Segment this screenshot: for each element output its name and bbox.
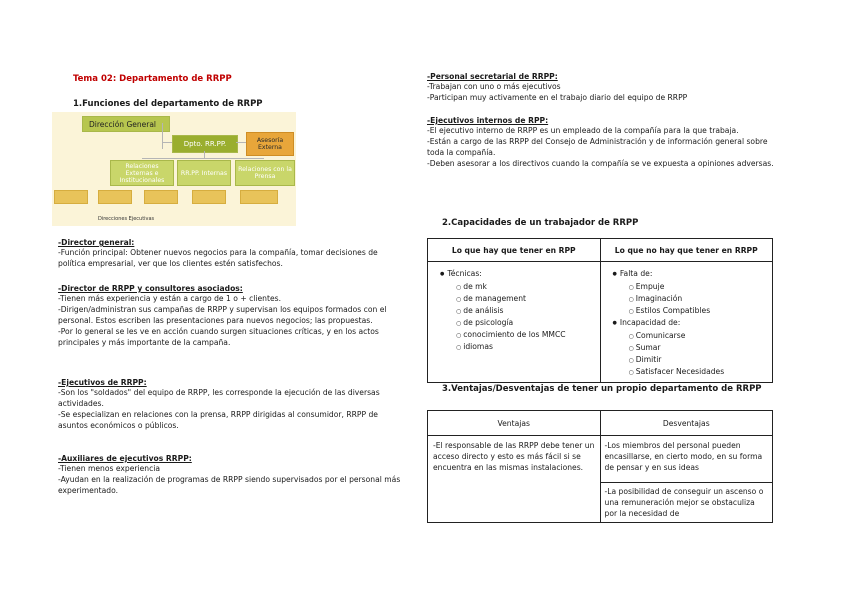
org-relaciones-prensa: Relaciones con la Prensa: [235, 160, 295, 186]
section-line: -Ayudan en la realización de programas de RRPP siendo supervisados por el personal más experimentado.: [58, 475, 401, 495]
section-line: -Tienen menos experiencia: [58, 464, 161, 473]
capacidades-table: [427, 238, 773, 383]
org-direccion-general: Dirección General: [82, 116, 170, 132]
section2-title: 2.Capacidades de un trabajador de RRPP: [442, 218, 639, 228]
section-line: -Por lo general se les ve en acción cuando surgen situaciones críticas, y en los actos principales y más importante de la campaña.: [58, 327, 379, 347]
org-relaciones-externas: Relaciones Externas e Institucionales: [110, 160, 174, 186]
list-item: ○ Dimitir: [613, 354, 769, 366]
section-line: -El ejecutivo interno de RRPP es un empleado de la compañía para la que trabaja.: [427, 126, 739, 135]
section-heading: -Personal secretarial de RRPP:: [427, 72, 558, 81]
director-general-section: [58, 238, 403, 269]
list-item: ○ Empuje: [613, 281, 769, 293]
list-item: ○ Sumar: [613, 342, 769, 354]
list-item: ○ Satisfacer Necesidades: [613, 366, 769, 378]
section-line: -Están a cargo de las RRPP del Consejo de Administración y de información general sobre toda la compañía.: [427, 137, 768, 157]
section-line: -Dirigen/administran sus campañas de RRPP y supervisan los equipos formados con el personal. Estos escriben las presentaciones para nuevos negocios; las propuestas.: [58, 305, 387, 325]
org-rrpp-internas: RR.PP. Internas: [177, 160, 231, 186]
list-item: ○ Imaginación: [613, 293, 769, 305]
list-item: ○ de análisis: [440, 305, 596, 317]
section-line: -Función principal: Obtener nuevos negocios para la compañía, tomar decisiones de política empresarial, ver que los clientes estén satisfechos.: [58, 248, 378, 268]
table1-header: Lo que hay que tener en RPP: [428, 239, 601, 262]
list-bullet: ● Técnicas:: [440, 268, 596, 281]
org-gold-box: [240, 190, 278, 204]
table1-header: Lo que no hay que tener en RRPP: [600, 239, 773, 262]
ejecutivos-section: [58, 378, 403, 431]
auxiliares-section: [58, 454, 403, 496]
list-item: ○ Estilos Compatibles: [613, 305, 769, 317]
section-line: -Trabajan con uno o más ejecutivos: [427, 82, 561, 91]
section-line: -Participan muy activamente en el trabajo diario del equipo de RRPP: [427, 93, 688, 102]
list-bullet: ● Falta de:: [613, 268, 769, 281]
org-asesoria-externa: Asesoría Externa: [246, 132, 294, 156]
section-heading: -Ejecutivos de RRPP:: [58, 378, 147, 387]
list-bullet: ● Incapacidad de:: [613, 317, 769, 330]
desventaja-text: -La posibilidad de conseguir un ascenso o una remuneración mejor se obstaculiza por la necesidad de: [604, 487, 764, 518]
list-item: ○ de psicología: [440, 317, 596, 329]
section3-title: 3.Ventajas/Desventajas de tener un propio departamento de RRPP: [442, 384, 762, 394]
ventajas-table: [427, 410, 773, 523]
list-item: ○ Comunicarse: [613, 330, 769, 342]
ejecutivos-internos-section: [427, 116, 775, 169]
section-line: -Son los "soldados" del equipo de RRPP, les corresponde la ejecución de las diversas actividades.: [58, 388, 380, 408]
section-line: -Se especializan en relaciones con la prensa, RRPP dirigidas al consumidor, RRPP de asuntos económicos o públicos.: [58, 410, 378, 430]
topic-title: Tema 02: Departamento de RRPP: [73, 74, 232, 84]
org-chart: [52, 112, 296, 226]
org-gold-box: [144, 190, 178, 204]
list-item: ○ idiomas: [440, 341, 596, 353]
table1-cell: [428, 262, 601, 383]
table2-cell: [428, 436, 601, 523]
personal-secretarial-section: [427, 72, 775, 103]
list-item: ○ de management: [440, 293, 596, 305]
list-item: ○ de mk: [440, 281, 596, 293]
section-heading: -Ejecutivos internos de RPP:: [427, 116, 549, 125]
org-caption: Direcciones Ejecutivas: [98, 216, 155, 222]
section-heading: -Auxiliares de ejecutivos RRPP:: [58, 454, 192, 463]
org-gold-box: [192, 190, 226, 204]
table2-cell: [600, 436, 773, 483]
director-rrpp-section: [58, 284, 403, 348]
section-line: -Tienen más experiencia y están a cargo de 1 o + clientes.: [58, 294, 281, 303]
section1-title: 1.Funciones del departamento de RRPP: [73, 99, 263, 109]
table1-cell: [600, 262, 773, 383]
desventaja-text: -Los miembros del personal pueden encasillarse, en cierto modo, en su forma de pensar y en sus ideas: [604, 441, 763, 472]
section-line: -Deben asesorar a los directivos cuando la compañía se ve expuesta a opiniones adversas.: [427, 159, 774, 168]
section-heading: -Director general:: [58, 238, 135, 247]
section-heading: -Director de RRPP y consultores asociados:: [58, 284, 243, 293]
table2-header: Desventajas: [600, 411, 773, 436]
ventaja-text: -El responsable de las RRPP debe tener un acceso directo y esto es más fácil si se encuentra en las mismas instalaciones.: [433, 441, 595, 472]
org-gold-box: [98, 190, 132, 204]
table2-cell: [600, 483, 773, 523]
org-dpto-rrpp: Dpto. RR.PP.: [172, 135, 238, 153]
table2-header: Ventajas: [428, 411, 601, 436]
list-item: ○ conocimiento de los MMCC: [440, 329, 596, 341]
org-gold-box: [54, 190, 88, 204]
